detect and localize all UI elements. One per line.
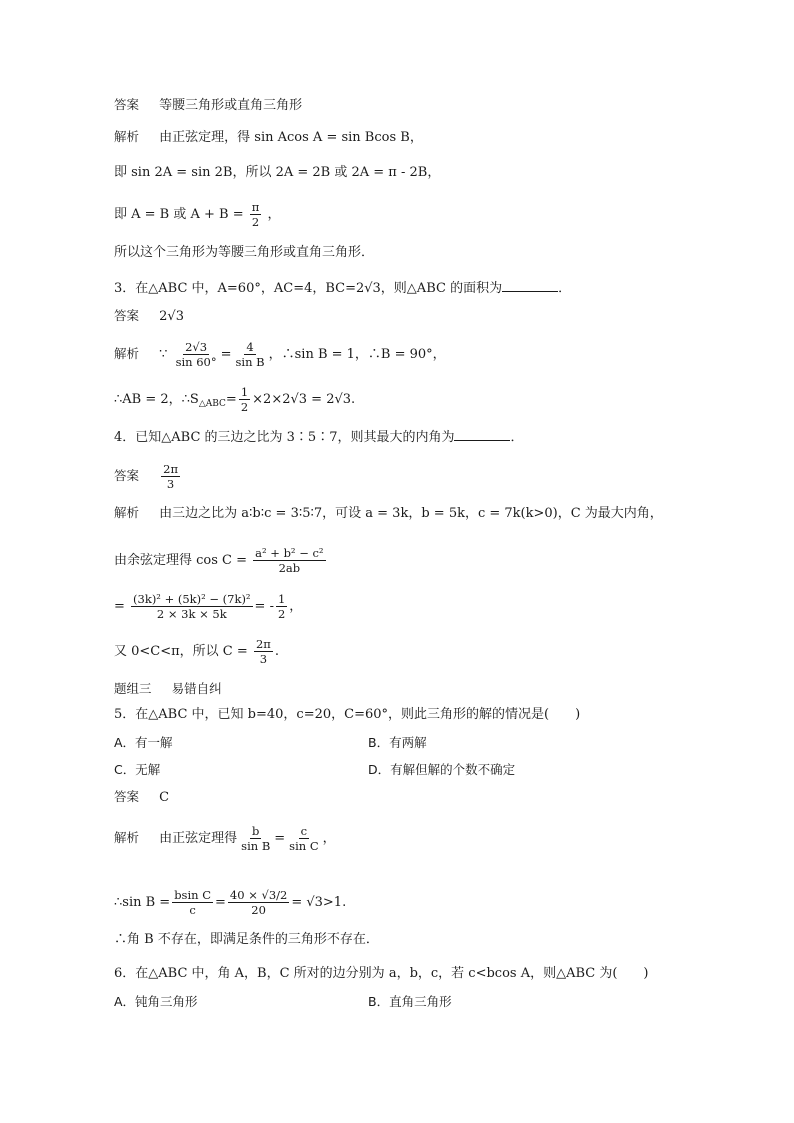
math-text: ， — [322, 831, 336, 846]
fraction-denominator: sin C — [289, 839, 319, 853]
math-text: ∵ — [159, 347, 168, 362]
fraction-numerator: (3k)² + (5k)² − (7k)² — [133, 592, 251, 606]
math-text: 又 0<C<π，所以 C = — [114, 644, 248, 659]
question-text: 3．在△ABC 中，A=60°，AC=4，BC=2√3，则△ABC 的面积为 — [114, 281, 503, 296]
fraction-denominator: sin B — [241, 839, 271, 853]
analysis-line: 所以这个三角形为等腰三角形或直角三角形． — [114, 245, 375, 260]
fraction-denominator: 3 — [166, 477, 175, 491]
math-text: = — [220, 347, 232, 362]
fraction — [276, 592, 287, 621]
fraction-denominator: 2 × 3k × 5k — [156, 607, 227, 621]
option-d: D．有解但解的个数不确定 — [368, 762, 516, 777]
fraction-denominator: sin 60° — [175, 355, 217, 369]
answer-label: 答案 — [114, 789, 140, 804]
analysis-line — [114, 888, 346, 917]
math-text: ∴sin B = — [114, 895, 171, 910]
fraction-numerator: 1 — [240, 385, 249, 399]
math-text: ，∴sin B = 1，∴B = 90°， — [268, 347, 446, 362]
analysis-text: 由三边之比为 a∶b∶c = 3∶5∶7，可设 a = 3k，b = 5k，c = 7k(k>0)，C 为最大内角， — [159, 506, 663, 521]
math-text: = — [274, 831, 286, 846]
option-a: A．钝角三角形 — [114, 994, 198, 1009]
fraction — [254, 637, 273, 666]
question-text: 4．已知△ABC 的三边之比为 3∶5∶7，则其最大的内角为 — [114, 430, 455, 445]
fraction-denominator: 20 — [251, 903, 266, 917]
analysis-line — [114, 824, 336, 853]
section-heading — [114, 680, 238, 699]
fraction — [172, 888, 213, 917]
section-title: 题组三 — [114, 681, 152, 696]
fraction — [239, 824, 272, 853]
answer-label: 答案 — [114, 97, 140, 112]
fraction — [239, 385, 250, 414]
fraction-denominator: 2 — [277, 607, 286, 621]
fraction-denominator: sin B — [235, 355, 265, 369]
fraction-denominator: 2 — [251, 215, 260, 229]
fraction-numerator: π — [251, 200, 260, 214]
math-text: 由正弦定理得 — [159, 831, 238, 846]
fraction-numerator: 4 — [246, 340, 254, 354]
analysis-line — [114, 592, 302, 621]
fraction-numerator: b — [252, 824, 260, 838]
math-text: = √3>1. — [291, 895, 347, 910]
analysis-line — [114, 128, 423, 147]
answer-line — [114, 462, 182, 491]
question-5: 5．在△ABC 中，已知 b=40，c=20，C=60°，则此三角形的解的情况是( ) — [114, 707, 581, 722]
fraction — [253, 546, 325, 575]
answer-text: 2√3 — [159, 309, 184, 324]
fraction-numerator: a² + b² − c² — [255, 546, 324, 560]
fraction-denominator: 3 — [259, 652, 268, 666]
fraction-numerator: 1 — [277, 592, 286, 606]
math-text: ， — [289, 599, 303, 614]
analysis-text: 由正弦定理，得 sin Acos A = sin Bcos B， — [159, 130, 423, 145]
math-text: = — [114, 599, 125, 614]
fraction — [174, 340, 219, 369]
math-text: ∴AB = 2，∴S — [114, 392, 199, 407]
fraction — [287, 824, 320, 853]
question-3 — [114, 279, 571, 298]
analysis-line — [114, 385, 355, 414]
math-text: . — [274, 644, 279, 659]
analysis-label: 解析 — [114, 346, 140, 361]
answer-blank — [502, 279, 558, 292]
question-6: 6．在△ABC 中，角 A，B，C 所对的边分别为 a，b，c，若 c<bcos A，则△ABC 为( ) — [114, 966, 649, 981]
math-text: 由余弦定理得 cos C = — [114, 553, 248, 568]
answer-blank — [454, 428, 510, 441]
answer-label: 答案 — [114, 468, 140, 483]
option-b: B．有两解 — [368, 735, 427, 750]
option-c: C．无解 — [114, 762, 161, 777]
fraction-numerator: 2π — [255, 637, 271, 651]
fraction-denominator: 2 — [240, 400, 249, 414]
fraction — [161, 462, 180, 491]
answer-label: 答案 — [114, 308, 140, 323]
fraction-numerator: 40 × √3/2 — [229, 888, 288, 902]
analysis-line — [114, 504, 663, 523]
fraction-denominator: c — [189, 903, 196, 917]
fraction — [250, 200, 262, 229]
answer-text: 等腰三角形或直角三角形 — [159, 98, 303, 113]
question-4 — [114, 428, 524, 447]
analysis-label: 解析 — [114, 830, 140, 845]
fraction-numerator: c — [300, 824, 308, 838]
fraction-denominator: 2ab — [278, 561, 301, 575]
math-text: ， — [267, 207, 281, 222]
answer-line — [114, 307, 184, 326]
math-text: = — [225, 392, 237, 407]
analysis-label: 解析 — [114, 505, 140, 520]
math-text: ×2×2√3 = 2√3. — [252, 392, 356, 407]
question-end: ． — [558, 281, 572, 296]
question-end: ． — [510, 430, 524, 445]
analysis-line — [114, 340, 446, 369]
section-subtitle: 易错自纠 — [171, 681, 222, 696]
fraction — [234, 340, 267, 369]
fraction — [131, 592, 253, 621]
fraction-numerator: 2π — [163, 462, 179, 476]
analysis-line: ∴角 B 不存在，即满足条件的三角形不存在． — [114, 932, 379, 947]
subscript: △ABC — [198, 399, 226, 409]
analysis-line: 即 sin 2A = sin 2B，所以 2A = 2B 或 2A = π - 2B， — [114, 165, 441, 180]
fraction-numerator: 2√3 — [185, 340, 208, 354]
math-text: 即 A = B 或 A + B = — [114, 207, 244, 222]
answer-line — [114, 96, 302, 115]
analysis-line — [114, 637, 279, 666]
math-text: = - — [254, 599, 274, 614]
fraction-numerator: bsin C — [174, 888, 211, 902]
analysis-line — [114, 200, 280, 229]
math-text: = — [215, 895, 226, 910]
analysis-label: 解析 — [114, 129, 140, 144]
option-b: B．直角三角形 — [368, 994, 452, 1009]
answer-line — [114, 788, 169, 807]
fraction — [228, 888, 289, 917]
answer-text: C — [159, 790, 170, 805]
option-a: A．有一解 — [114, 735, 173, 750]
analysis-line — [114, 546, 328, 575]
